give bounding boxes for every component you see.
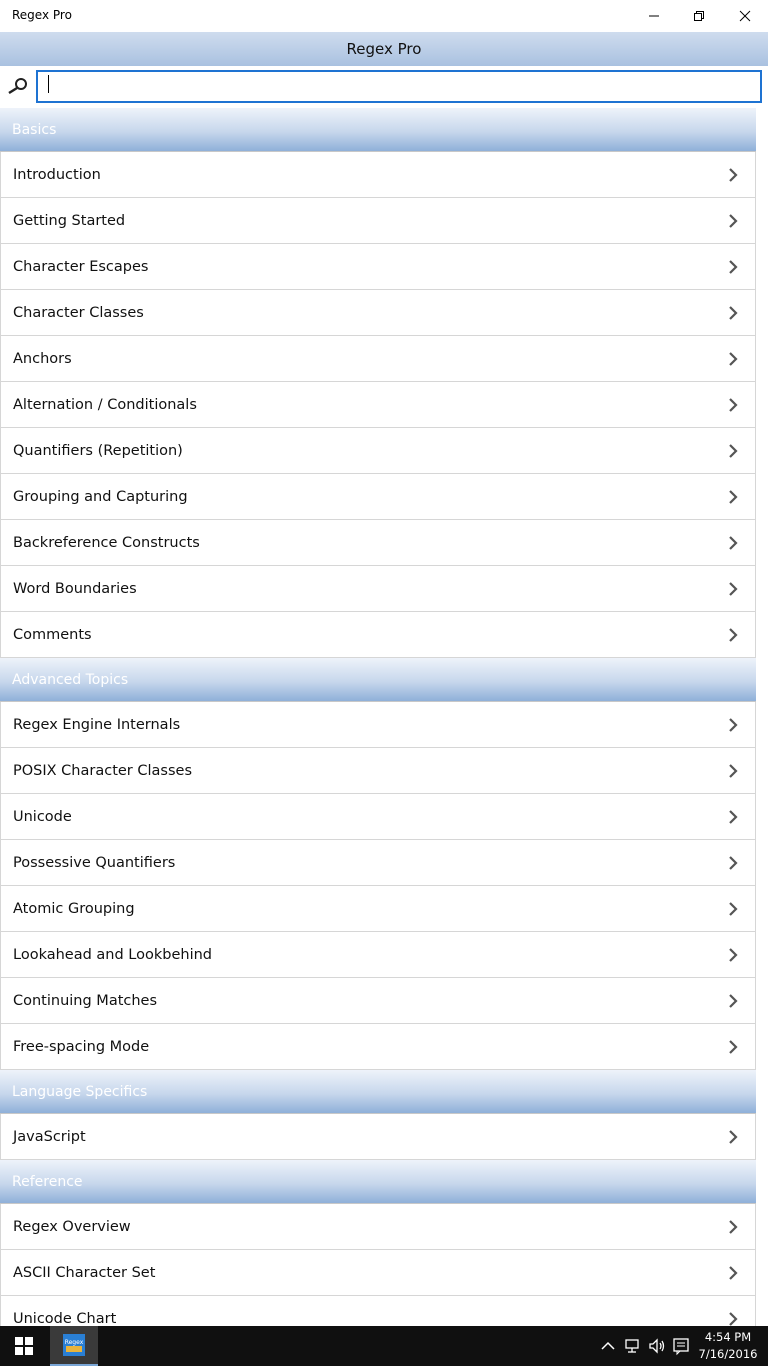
list-item[interactable] bbox=[0, 840, 756, 886]
chevron-right-icon bbox=[727, 581, 739, 597]
list-item[interactable] bbox=[0, 1114, 756, 1160]
search-bar bbox=[0, 66, 768, 106]
chevron-right-icon bbox=[727, 901, 739, 917]
chevron-right-icon bbox=[727, 351, 739, 367]
list-item[interactable] bbox=[0, 198, 756, 244]
list-item-label: Character Classes bbox=[13, 304, 144, 321]
restore-icon bbox=[693, 10, 705, 22]
chevron-right-icon bbox=[727, 489, 739, 505]
close-icon bbox=[739, 10, 751, 22]
list-item[interactable] bbox=[0, 1296, 756, 1326]
chevron-right-icon bbox=[727, 167, 739, 183]
action-center-icon[interactable] bbox=[671, 1336, 691, 1356]
list-item-label: JavaScript bbox=[13, 1128, 86, 1145]
list-item-label: Free-spacing Mode bbox=[13, 1038, 150, 1055]
chevron-right-icon bbox=[727, 1129, 739, 1145]
list-item-label: Comments bbox=[13, 626, 92, 643]
chevron-right-icon bbox=[727, 947, 739, 963]
list-item[interactable] bbox=[0, 474, 756, 520]
list-item-label: Alternation / Conditionals bbox=[13, 396, 197, 413]
list-item-label: Grouping and Capturing bbox=[13, 488, 188, 505]
list-item[interactable] bbox=[0, 1024, 756, 1070]
section-header: Basics bbox=[0, 108, 756, 152]
list-item[interactable] bbox=[0, 886, 756, 932]
list-item-label: Backreference Constructs bbox=[13, 534, 200, 551]
window-title: Regex Pro bbox=[12, 8, 72, 22]
chevron-right-icon bbox=[727, 763, 739, 779]
chevron-right-icon bbox=[727, 1265, 739, 1281]
list-item[interactable] bbox=[0, 932, 756, 978]
list-item[interactable] bbox=[0, 794, 756, 840]
list-item-label: Unicode Chart bbox=[13, 1310, 117, 1326]
chevron-right-icon bbox=[727, 809, 739, 825]
section-header: Advanced Topics bbox=[0, 658, 756, 702]
minimize-icon bbox=[648, 10, 660, 22]
list-item[interactable] bbox=[0, 428, 756, 474]
chevron-right-icon bbox=[727, 1039, 739, 1055]
list-item[interactable] bbox=[0, 702, 756, 748]
clock-date: 7/16/2016 bbox=[698, 1347, 758, 1361]
list-item-label: Regex Overview bbox=[13, 1218, 131, 1235]
section-header: Language Specifics bbox=[0, 1070, 756, 1114]
list-item[interactable] bbox=[0, 244, 756, 290]
chevron-right-icon bbox=[727, 993, 739, 1009]
regex-app-icon bbox=[63, 1334, 85, 1356]
list-item[interactable] bbox=[0, 612, 756, 658]
minimize-button[interactable] bbox=[631, 0, 677, 32]
list-item-label: Character Escapes bbox=[13, 258, 149, 275]
search-icon bbox=[6, 77, 30, 95]
list-item[interactable] bbox=[0, 290, 756, 336]
list-item[interactable] bbox=[0, 1204, 756, 1250]
chevron-right-icon bbox=[727, 627, 739, 643]
chevron-right-icon bbox=[727, 305, 739, 321]
chevron-right-icon bbox=[727, 397, 739, 413]
svg-text:Regex: Regex bbox=[64, 1339, 84, 1346]
list-item-label: Quantifiers (Repetition) bbox=[13, 442, 183, 459]
network-icon[interactable] bbox=[623, 1336, 643, 1356]
list-item[interactable] bbox=[0, 382, 756, 428]
list-item[interactable] bbox=[0, 748, 756, 794]
list-item-label: POSIX Character Classes bbox=[13, 762, 192, 779]
list-item[interactable] bbox=[0, 520, 756, 566]
chevron-right-icon bbox=[727, 1219, 739, 1235]
list-item[interactable] bbox=[0, 566, 756, 612]
text-caret bbox=[48, 75, 49, 93]
taskbar bbox=[0, 1326, 768, 1366]
list-item-label: Atomic Grouping bbox=[13, 900, 135, 917]
list-item[interactable] bbox=[0, 1250, 756, 1296]
app-header bbox=[0, 32, 768, 66]
close-button[interactable] bbox=[722, 0, 768, 32]
show-hidden-icons-icon[interactable] bbox=[598, 1336, 618, 1356]
chevron-right-icon bbox=[727, 259, 739, 275]
volume-icon[interactable] bbox=[647, 1336, 667, 1356]
start-button[interactable] bbox=[0, 1326, 48, 1366]
list-item-label: Possessive Quantifiers bbox=[13, 854, 176, 871]
topic-list[interactable] bbox=[0, 108, 756, 1326]
taskbar-app-regex-pro[interactable] bbox=[50, 1326, 98, 1366]
clock-time: 4:54 PM bbox=[704, 1330, 752, 1344]
list-item-label: Regex Engine Internals bbox=[13, 716, 181, 733]
section-header: Reference bbox=[0, 1160, 756, 1204]
clock[interactable] bbox=[696, 1329, 760, 1363]
chevron-right-icon bbox=[727, 443, 739, 459]
list-item[interactable] bbox=[0, 336, 756, 382]
list-item-label: Word Boundaries bbox=[13, 580, 137, 597]
restore-button[interactable] bbox=[676, 0, 722, 32]
chevron-right-icon bbox=[727, 213, 739, 229]
search-input[interactable] bbox=[36, 70, 762, 103]
page-title: Regex Pro bbox=[346, 40, 422, 58]
list-item-label: Getting Started bbox=[13, 212, 126, 229]
chevron-right-icon bbox=[727, 535, 739, 551]
list-item[interactable] bbox=[0, 152, 756, 198]
chevron-right-icon bbox=[727, 1311, 739, 1326]
chevron-right-icon bbox=[727, 717, 739, 733]
list-item-label: Anchors bbox=[13, 350, 72, 367]
list-item-label: Continuing Matches bbox=[13, 992, 158, 1009]
list-item-label: Lookahead and Lookbehind bbox=[13, 946, 212, 963]
list-item-label: Unicode bbox=[13, 808, 72, 825]
title-bar bbox=[0, 0, 768, 32]
list-item-label: Introduction bbox=[13, 166, 101, 183]
list-item-label: ASCII Character Set bbox=[13, 1264, 156, 1281]
chevron-right-icon bbox=[727, 855, 739, 871]
list-item[interactable] bbox=[0, 978, 756, 1024]
windows-logo-icon bbox=[15, 1337, 33, 1355]
